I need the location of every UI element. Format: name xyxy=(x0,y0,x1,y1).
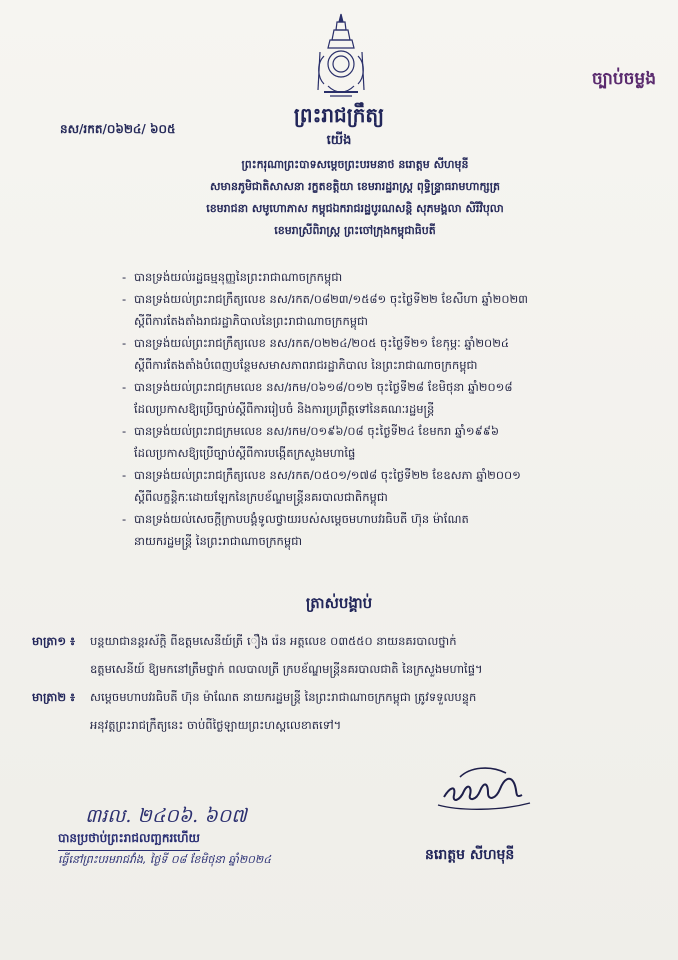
handwritten-date: ៣រល. ២៤០៦. ៦០៧ xyxy=(85,805,247,827)
consideration-item: - បានទ្រង់យល់ព្រះរាជក្រមលេខ នស/រកម/០៦១៨/០១២ ចុះថ្ងៃទី២៨ ខែមិថុនា ឆ្នាំ២០១៨ ដែលប្រកាសឱ្យប្រើច្បាប់ស្តីពីការរៀបចំ និងការប្រព្រឹត្តទៅនៃគណៈរដ្ឋមន្ត្រី xyxy=(122,380,513,416)
king-name: នរោត្តម សីហមុនី xyxy=(425,847,515,863)
date-place-line: ធ្វើនៅព្រះបរមរាជវាំង, ថ្ងៃទី ០៨ ខែមិថុនា ឆ្នាំ២០២៤ xyxy=(58,853,272,866)
consideration-item: - បានទ្រង់យល់ព្រះរាជក្រឹត្យលេខ នស/រកត/០៨២៣/១៥៨១ ចុះថ្ងៃទី២២ ខែសីហា ឆ្នាំ២០២៣ ស្តីពីការតែងតាំងរាជរដ្ឋាភិបាលនៃព្រះរាជាណាចក្រកម្ពុជា xyxy=(122,292,528,328)
article-2: មាត្រា២ ៖ សម្តេចមហាបវរធិបតី ហ៊ុន ម៉ាណែត នាយករដ្ឋមន្ត្រី នៃព្រះរាជាណាចក្រកម្ពុជា ត្រូវទទួលបន្ទុក អនុវត្តព្រះរាជក្រឹត្យនេះ ចាប់ពីថ្ងៃឡាយព្រះហស្តលេខាតទៅ។ xyxy=(32,683,652,739)
king-title-line: ខេមរាជនា សមូហោភាស កម្ពុជឯករាជរដ្ឋបូរណសន្តិ សុភមង្គលា សិរីវិបុលា xyxy=(206,202,504,215)
articles-list xyxy=(32,627,652,739)
consideration-item: - បានទ្រង់យល់ព្រះរាជក្រឹត្យលេខ នស/រកត/០២២៤/២០៥ ចុះថ្ងៃទី២១ ខែកុម្ភៈ ឆ្នាំ២០២៤ ស្តីពីការតែងតាំងបំពេញបន្ថែមសមាសភាពរាជរដ្ឋាភិបាល នៃព្រះរាជាណាចក្រកម្ពុជា xyxy=(122,336,510,372)
decree-title: ព្រះរាជក្រឹត្យ xyxy=(293,103,385,127)
king-title-line: ព្រះករុណាព្រះបាទសម្តេចព្រះបរមនាថ នរោត្តម សីហមុនី xyxy=(241,158,469,171)
consideration-item: - បានទ្រង់យល់ព្រះរាជក្រមលេខ នស/រកម/០១៩៦/០៨ ចុះថ្ងៃទី២៤ ខែមករា ឆ្នាំ១៩៩៦ ដែលប្រកាសឱ្យប្រើច្បាប់ស្តីពីការបង្កើតក្រសួងមហាផ្ទៃ xyxy=(122,424,500,460)
article-label: មាត្រា២ ៖ xyxy=(32,690,76,704)
king-title-block xyxy=(140,154,570,242)
hereby-heading: ត្រាស់បង្គាប់ xyxy=(305,594,373,612)
consideration-item: - បានទ្រង់យល់រដ្ឋធម្មនុញ្ញនៃព្រះរាជាណាចក្រកម្ពុជា xyxy=(122,270,343,284)
consideration-item: - បានទ្រង់យល់ព្រះរាជក្រឹត្យលេខ នស/រកត/០៥០១/១៧៨ ចុះថ្ងៃទី២២ ខែឧសភា ឆ្នាំ២០០១ ស្តីពីលក្ខន្តិកៈដោយឡែកនៃក្របខ័ណ្ឌមន្ត្រីនគរបាលជាតិកម្ពុជា xyxy=(122,468,521,504)
reference-number: នស/រកត/០៦២៤/ ៦០៥ xyxy=(60,122,176,136)
copy-label: ច្បាប់ចម្លង xyxy=(591,69,656,89)
article-1: មាត្រា១ ៖ បន្តយាជានន្តរស័ក្តិ ពីឧត្តមសេនីយ៍ត្រី ឿង រ៉េន អត្តលេខ ០៣៥៥០ នាយនគរបាលថ្នាក់ ឧត្តមសេនីយ៍ ឱ្យមកនៅត្រឹមថ្នាក់ ពលបាលត្រី ក្របខ័ណ្ឌមន្ត្រីនគរបាលជាតិ នៃក្រសួងមហាផ្ទៃ។ xyxy=(32,627,652,683)
we-heading: យើង xyxy=(326,133,352,148)
stamp-text: បានប្រថាប់ព្រះរាជលញ្ឆករហើយ xyxy=(58,830,200,851)
king-title-line: សមានភូមិជាតិសាសនា រក្ខតខត្តិយា ខេមរារដ្ឋរាស្ត្រ ពុទ្ធិន្ទ្រាធរាមហាក្សត្រ xyxy=(210,180,500,193)
king-title-line: ខេមរាស្រីពិរាស្ត្រ ព្រះចៅក្រុងកម្ពុជាធិបតី xyxy=(274,224,436,237)
article-label: មាត្រា១ ៖ xyxy=(32,634,76,648)
royal-seal-icon xyxy=(310,12,372,100)
considerations-list xyxy=(122,266,642,552)
consideration-item: - បានទ្រង់យល់សេចក្តីក្រាបបង្គំទូលថ្វាយរបស់សម្តេចមហាបវរធិបតី ហ៊ុន ម៉ាណែត នាយករដ្ឋមន្ត្រី នៃព្រះរាជាណាចក្រកម្ពុជា xyxy=(122,512,469,548)
royal-signature-icon xyxy=(430,757,540,817)
